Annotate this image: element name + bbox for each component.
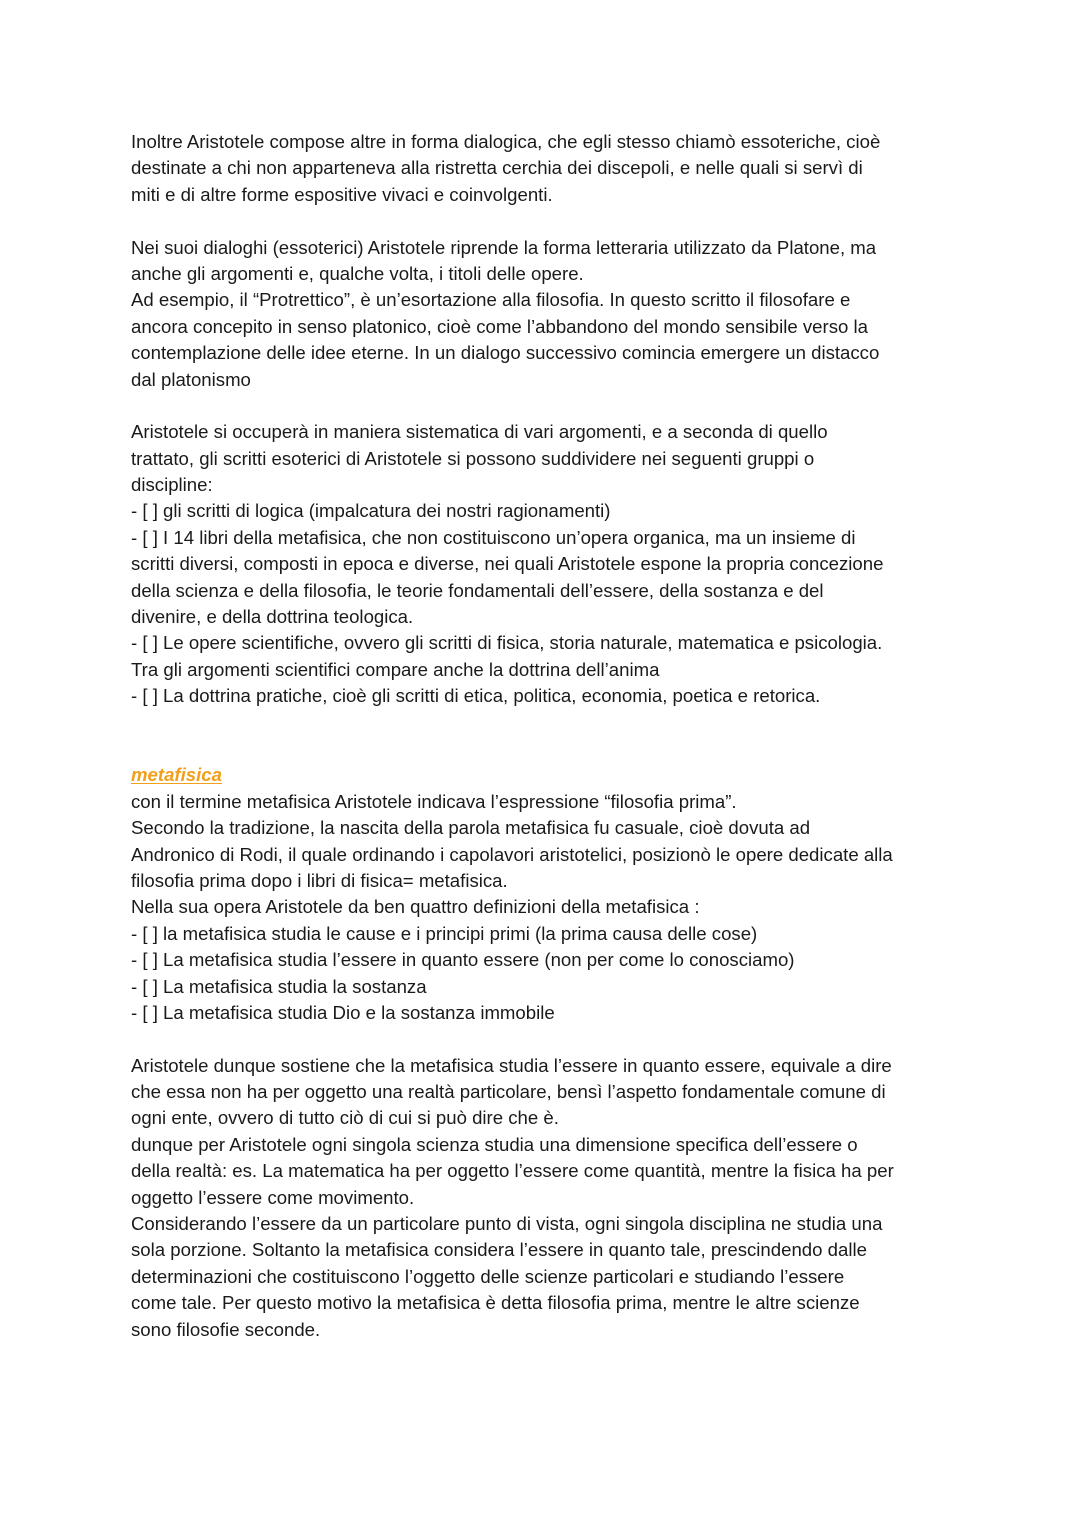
checklist-item: - [ ] gli scritti di logica (impalcatura dei nostri ragionamenti): [131, 500, 611, 522]
text-line: Inoltre Aristotele compose altre in forma dialogica, che egli stesso chiamò essoteriche, cioè: [131, 131, 881, 152]
text-line: Tra gli argomenti scientifici compare anche la dottrina dell’anima: [131, 658, 660, 680]
text-line: che essa non ha per oggetto una realtà particolare, bensì l’aspetto fondamentale comune di: [131, 1081, 886, 1103]
text-line: Ad esempio, il “Protrettico”, è un’esortazione alla filosofia. In questo scritto il filosofare e: [131, 289, 851, 311]
text-line: Andronico di Rodi, il quale ordinando i capolavori aristotelici, posizionò le opere dedicate alla: [131, 843, 893, 865]
checklist-item: - [ ] La metafisica studia la sostanza: [131, 975, 427, 997]
text-line: Nei suoi dialoghi (essoterici) Aristotele riprende la forma letteraria utilizzato da Platone, ma: [131, 236, 877, 258]
text-line: ogni ente, ovvero di tutto ciò di cui si può dire che è.: [131, 1107, 559, 1129]
text-line: Aristotele si occuperà in maniera sistematica di vari argomenti, e a seconda di quello: [131, 421, 828, 443]
text-line: oggetto l’essere come movimento.: [131, 1186, 415, 1208]
text-line: Aristotele dunque sostiene che la metafisica studia l’essere in quanto essere, equivale a dire: [131, 1054, 892, 1076]
document-page: [131, 129, 961, 1343]
intro-paragraph: [131, 129, 961, 208]
checklist-item: - [ ] La metafisica studia l’essere in quanto essere (non per come lo conosciamo): [131, 949, 795, 971]
text-line: Nella sua opera Aristotele da ben quattro definizioni della metafisica :: [131, 896, 700, 918]
text-line: discipline:: [131, 474, 213, 496]
checklist-item: - [ ] La dottrina pratiche, cioè gli scritti di etica, politica, economia, poetica e retorica.: [131, 685, 821, 707]
section-heading: metafisica: [131, 764, 222, 786]
text-line: ancora concepito in senso platonico, cioè come l’abbandono del mondo sensibile verso la: [131, 315, 868, 337]
text-line: Considerando l’essere da un particolare punto di vista, ogni singola disciplina ne studia una: [131, 1213, 883, 1235]
text-line: trattato, gli scritti esoterici di Aristotele si possono suddividere nei seguenti gruppi o: [131, 447, 815, 469]
text-line: anche gli argomenti e, qualche volta, i titoli delle opere.: [131, 262, 584, 284]
metafisica-section: [131, 762, 961, 1026]
text-line: della realtà: es. La matematica ha per oggetto l’essere come quantità, mentre la fisica ha per: [131, 1160, 894, 1182]
text-line: scritti diversi, composti in epoca e diverse, nei quali Aristotele espone la propria concezione: [131, 553, 884, 575]
text-line: contemplazione delle idee eterne. In un dialogo successivo comincia emergere un distacco: [131, 342, 880, 364]
text-line: determinazioni che costituiscono l’oggetto delle scienze particolari e studiando l’essere: [131, 1265, 845, 1287]
text-line: dunque per Aristotele ogni singola scienza studia una dimensione specifica dell’essere o: [131, 1133, 858, 1155]
checklist-item: - [ ] I 14 libri della metafisica, che non costituiscono un’opera organica, ma un insieme di: [131, 526, 856, 548]
text-line: sola porzione. Soltanto la metafisica considera l’essere in quanto tale, prescindendo dalle: [131, 1239, 867, 1261]
text-line: divenire, e della dottrina teologica.: [131, 606, 414, 628]
checklist-item: - [ ] Le opere scientifiche, ovvero gli scritti di fisica, storia naturale, matematica e psicologia.: [131, 632, 883, 654]
scritti-paragraph: [131, 419, 961, 709]
dialoghi-paragraph: [131, 235, 961, 393]
text-line: dal platonismo: [131, 368, 251, 390]
text-line: miti e di altre forme espositive vivaci e coinvolgenti.: [131, 183, 553, 205]
checklist-item: - [ ] La metafisica studia Dio e la sostanza immobile: [131, 1001, 555, 1023]
text-line: sono filosofie seconde.: [131, 1318, 321, 1340]
text-line: filosofia prima dopo i libri di fisica= metafisica.: [131, 869, 508, 891]
text-line: della scienza e della filosofia, le teorie fondamentali dell’essere, della sostanza e del: [131, 579, 824, 601]
text-line: Secondo la tradizione, la nascita della parola metafisica fu casuale, cioè dovuta ad: [131, 817, 811, 839]
text-line: con il termine metafisica Aristotele indicava l’espressione “filosofia prima”.: [131, 790, 737, 812]
text-line: destinate a chi non apparteneva alla ristretta cerchia dei discepoli, e nelle quali si servì di: [131, 157, 863, 179]
text-line: come tale. Per questo motivo la metafisica è detta filosofia prima, mentre le altre scienze: [131, 1292, 860, 1314]
conclusione-paragraph: [131, 1053, 961, 1343]
checklist-item: - [ ] la metafisica studia le cause e i principi primi (la prima causa delle cose): [131, 922, 758, 944]
